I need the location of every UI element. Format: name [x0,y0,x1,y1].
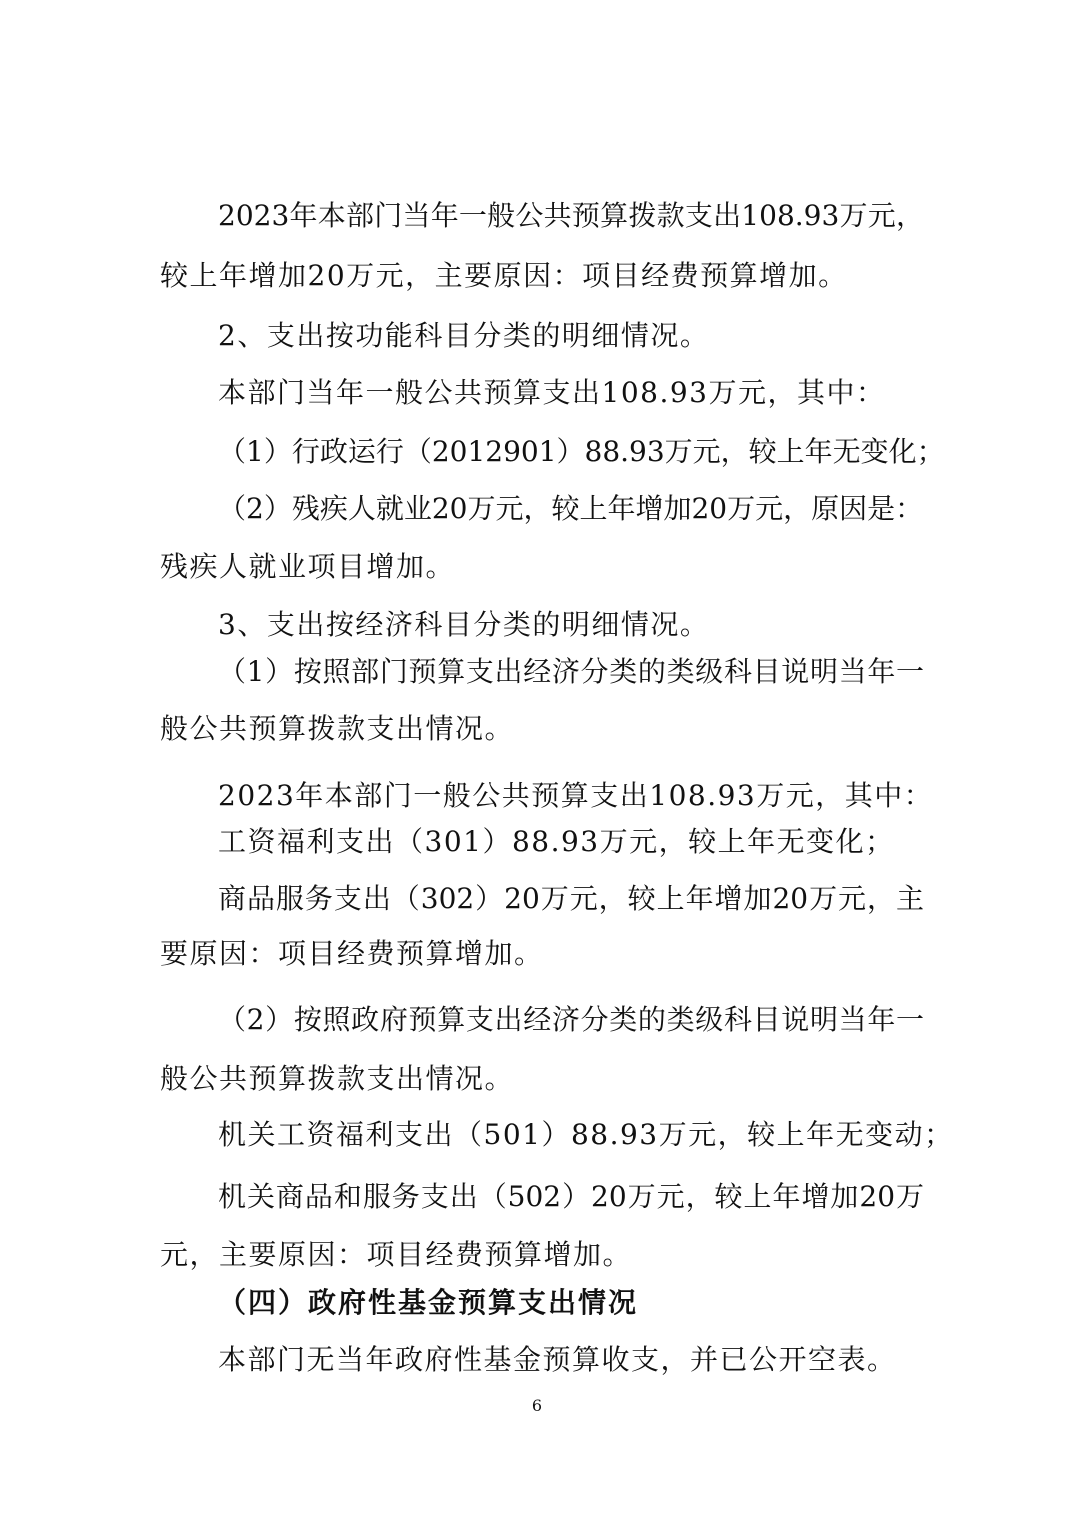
paragraph-line: 2023年本部门一般公共预算支出108.93万元，其中： [218,779,934,812]
paragraph-line: 本部门无当年政府性基金预算收支，并已公开空表。 [218,1343,897,1376]
paragraph-line: （2）残疾人就业20万元，较上年增加20万元，原因是： [218,492,924,525]
paragraph-line: 本部门当年一般公共预算支出108.93万元，其中： [218,376,886,409]
paragraph-line: 商品服务支出（302）20万元，较上年增加20万元，主 [218,882,924,915]
paragraph-line: 般公共预算拨款支出情况。 [160,712,515,745]
page-number: 6 [531,1396,543,1415]
paragraph-line: 2023年本部门当年一般公共预算拨款支出108.93万元， [218,199,924,232]
section-heading: 3、支出按经济科目分类的明细情况。 [218,608,710,641]
paragraph-line: 元，主要原因：项目经费预算增加。 [160,1238,633,1271]
paragraph-line: 工资福利支出（301）88.93万元，较上年无变化； [218,825,895,858]
paragraph-line: （1）按照部门预算支出经济分类的类级科目说明当年一 [218,655,924,688]
paragraph-line: 残疾人就业项目增加。 [160,550,456,583]
paragraph-line: 机关商品和服务支出（502）20万元，较上年增加20万 [218,1180,924,1213]
section-heading-bold: （四）政府性基金预算支出情况 [218,1286,639,1319]
paragraph-line: 机关工资福利支出（501）88.93万元，较上年无变动； [218,1118,954,1151]
paragraph-line: （1）行政运行（2012901）88.93万元，较上年无变化； [218,435,945,468]
paragraph-line: 般公共预算拨款支出情况。 [160,1062,515,1095]
section-heading: 2、支出按功能科目分类的明细情况。 [218,319,710,352]
paragraph-line: （2）按照政府预算支出经济分类的类级科目说明当年一 [218,1003,924,1036]
paragraph-line: 较上年增加20万元，主要原因：项目经费预算增加。 [160,259,848,292]
paragraph-line: 要原因：项目经费预算增加。 [160,937,544,970]
